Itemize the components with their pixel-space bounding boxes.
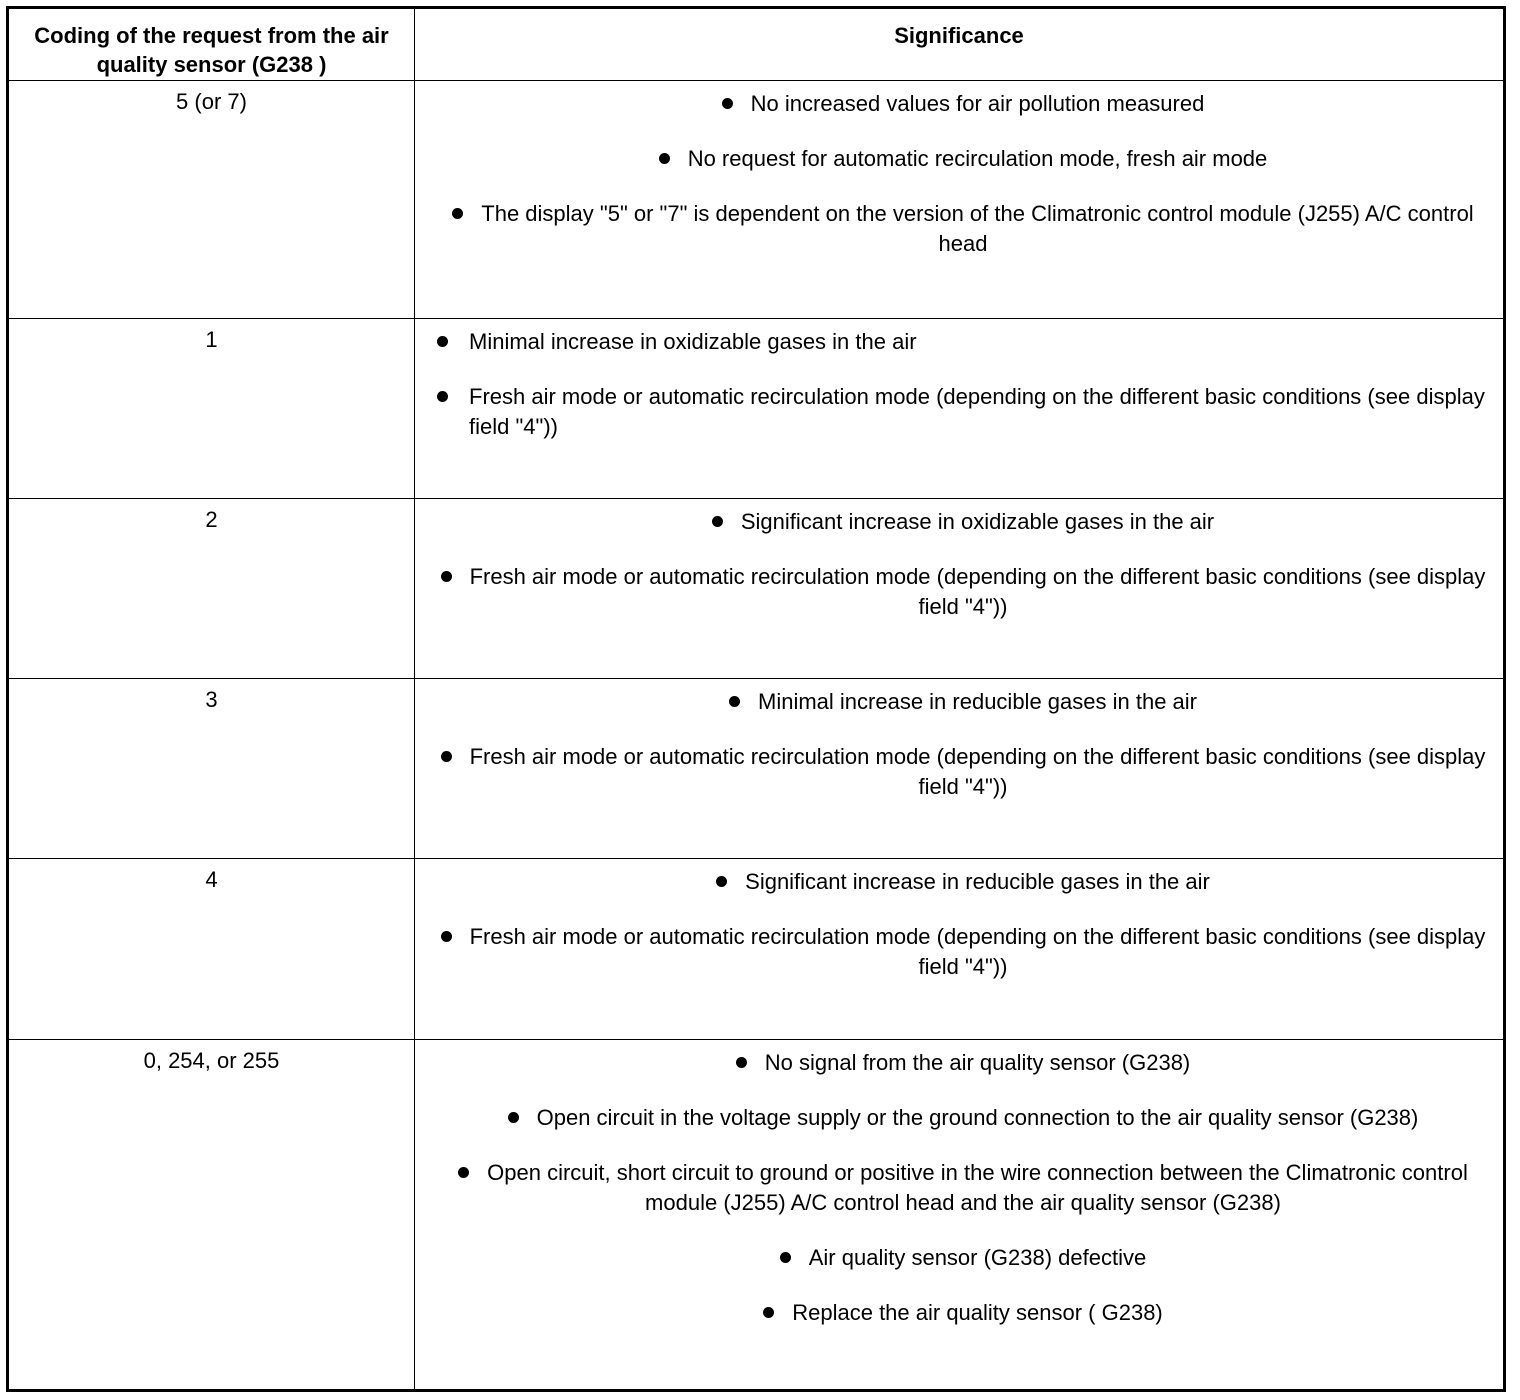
code-cell: 4 (8, 859, 415, 1039)
bullet-icon (437, 336, 448, 347)
list-item (437, 1158, 1489, 1218)
code-cell: 3 (8, 679, 415, 859)
significance-cell (415, 81, 1505, 319)
coding-table (6, 6, 1506, 1392)
list-item (437, 507, 1489, 537)
bullet-icon (441, 931, 452, 942)
item-text: Open circuit, short circuit to ground or positive in the wire connection between the Climatronic control module (J255) A/C control head and the air quality sensor (G238) (487, 1159, 1468, 1215)
header-coding: Coding of the request from the air quality sensor (G238 ) (8, 8, 415, 81)
table-row (8, 679, 1505, 859)
bullet-icon (722, 98, 733, 109)
code-cell: 1 (8, 318, 415, 498)
item-text: Open circuit in the voltage supply or the ground connection to the air quality sensor (G238) (536, 1104, 1419, 1130)
list-item (437, 199, 1489, 259)
code-cell: 2 (8, 498, 415, 678)
list-item (437, 1048, 1489, 1078)
table-row (8, 498, 1505, 678)
bullet-icon (716, 876, 727, 887)
table-row (8, 1039, 1505, 1390)
list-item (437, 1243, 1489, 1273)
significance-list (437, 507, 1489, 622)
item-text: Air quality sensor (G238) defective (808, 1244, 1147, 1270)
item-text: Replace the air quality sensor ( G238) (792, 1299, 1163, 1325)
item-text: The display "5" or "7" is dependent on the version of the Climatronic control module (J255) A/C control head (481, 201, 1474, 256)
item-text: Fresh air mode or automatic recirculation mode (depending on the different basic conditions (see display field "4")) (469, 924, 1486, 980)
list-item (437, 742, 1489, 802)
bullet-icon (458, 1167, 469, 1178)
bullet-icon (736, 1057, 747, 1068)
significance-cell (415, 498, 1505, 678)
bullet-icon (452, 208, 463, 219)
bullet-icon (712, 516, 723, 527)
list-item (437, 89, 1489, 119)
significance-cell (415, 318, 1505, 498)
list-item (437, 687, 1489, 717)
significance-list (437, 89, 1489, 259)
item-text: Significant increase in reducible gases in the air (745, 869, 1210, 895)
header-significance: Significance (415, 8, 1505, 81)
significance-list (437, 687, 1489, 802)
list-item (437, 144, 1489, 174)
significance-list (437, 867, 1489, 982)
item-text: No signal from the air quality sensor (G238) (764, 1049, 1191, 1075)
item-text: Minimal increase in reducible gases in the air (758, 689, 1197, 715)
list-item (437, 327, 1489, 357)
header-row (8, 8, 1505, 81)
table-row (8, 859, 1505, 1039)
list-item (437, 1298, 1489, 1328)
bullet-icon (437, 391, 448, 402)
significance-list (437, 1048, 1489, 1328)
code-cell: 5 (or 7) (8, 81, 415, 319)
item-text: Significant increase in oxidizable gases in the air (740, 508, 1215, 534)
item-text: Fresh air mode or automatic recirculation mode (depending on the different basic conditions (see display field "4")) (469, 383, 1485, 439)
bullet-icon (729, 696, 740, 707)
list-item (437, 562, 1489, 622)
item-text: Minimal increase in oxidizable gases in the air (469, 328, 917, 354)
bullet-icon (780, 1252, 791, 1263)
bullet-icon (763, 1307, 774, 1318)
item-text: Fresh air mode or automatic recirculation mode (depending on the different basic conditions (see display field "4")) (469, 563, 1486, 619)
significance-cell (415, 1039, 1505, 1390)
bullet-icon (441, 751, 452, 762)
list-item (437, 867, 1489, 897)
item-text: Fresh air mode or automatic recirculation mode (depending on the different basic conditions (see display field "4")) (469, 744, 1486, 800)
code-cell: 0, 254, or 255 (8, 1039, 415, 1390)
bullet-icon (659, 153, 670, 164)
bullet-icon (508, 1112, 519, 1123)
item-text: No increased values for air pollution measured (750, 91, 1205, 116)
significance-cell (415, 679, 1505, 859)
list-item (437, 922, 1489, 982)
list-item (437, 382, 1489, 442)
bullet-icon (441, 571, 452, 582)
table-row (8, 81, 1505, 319)
significance-cell (415, 859, 1505, 1039)
list-item (437, 1103, 1489, 1133)
table-row (8, 318, 1505, 498)
significance-list (437, 327, 1489, 442)
item-text: No request for automatic recirculation mode, fresh air mode (687, 146, 1268, 171)
